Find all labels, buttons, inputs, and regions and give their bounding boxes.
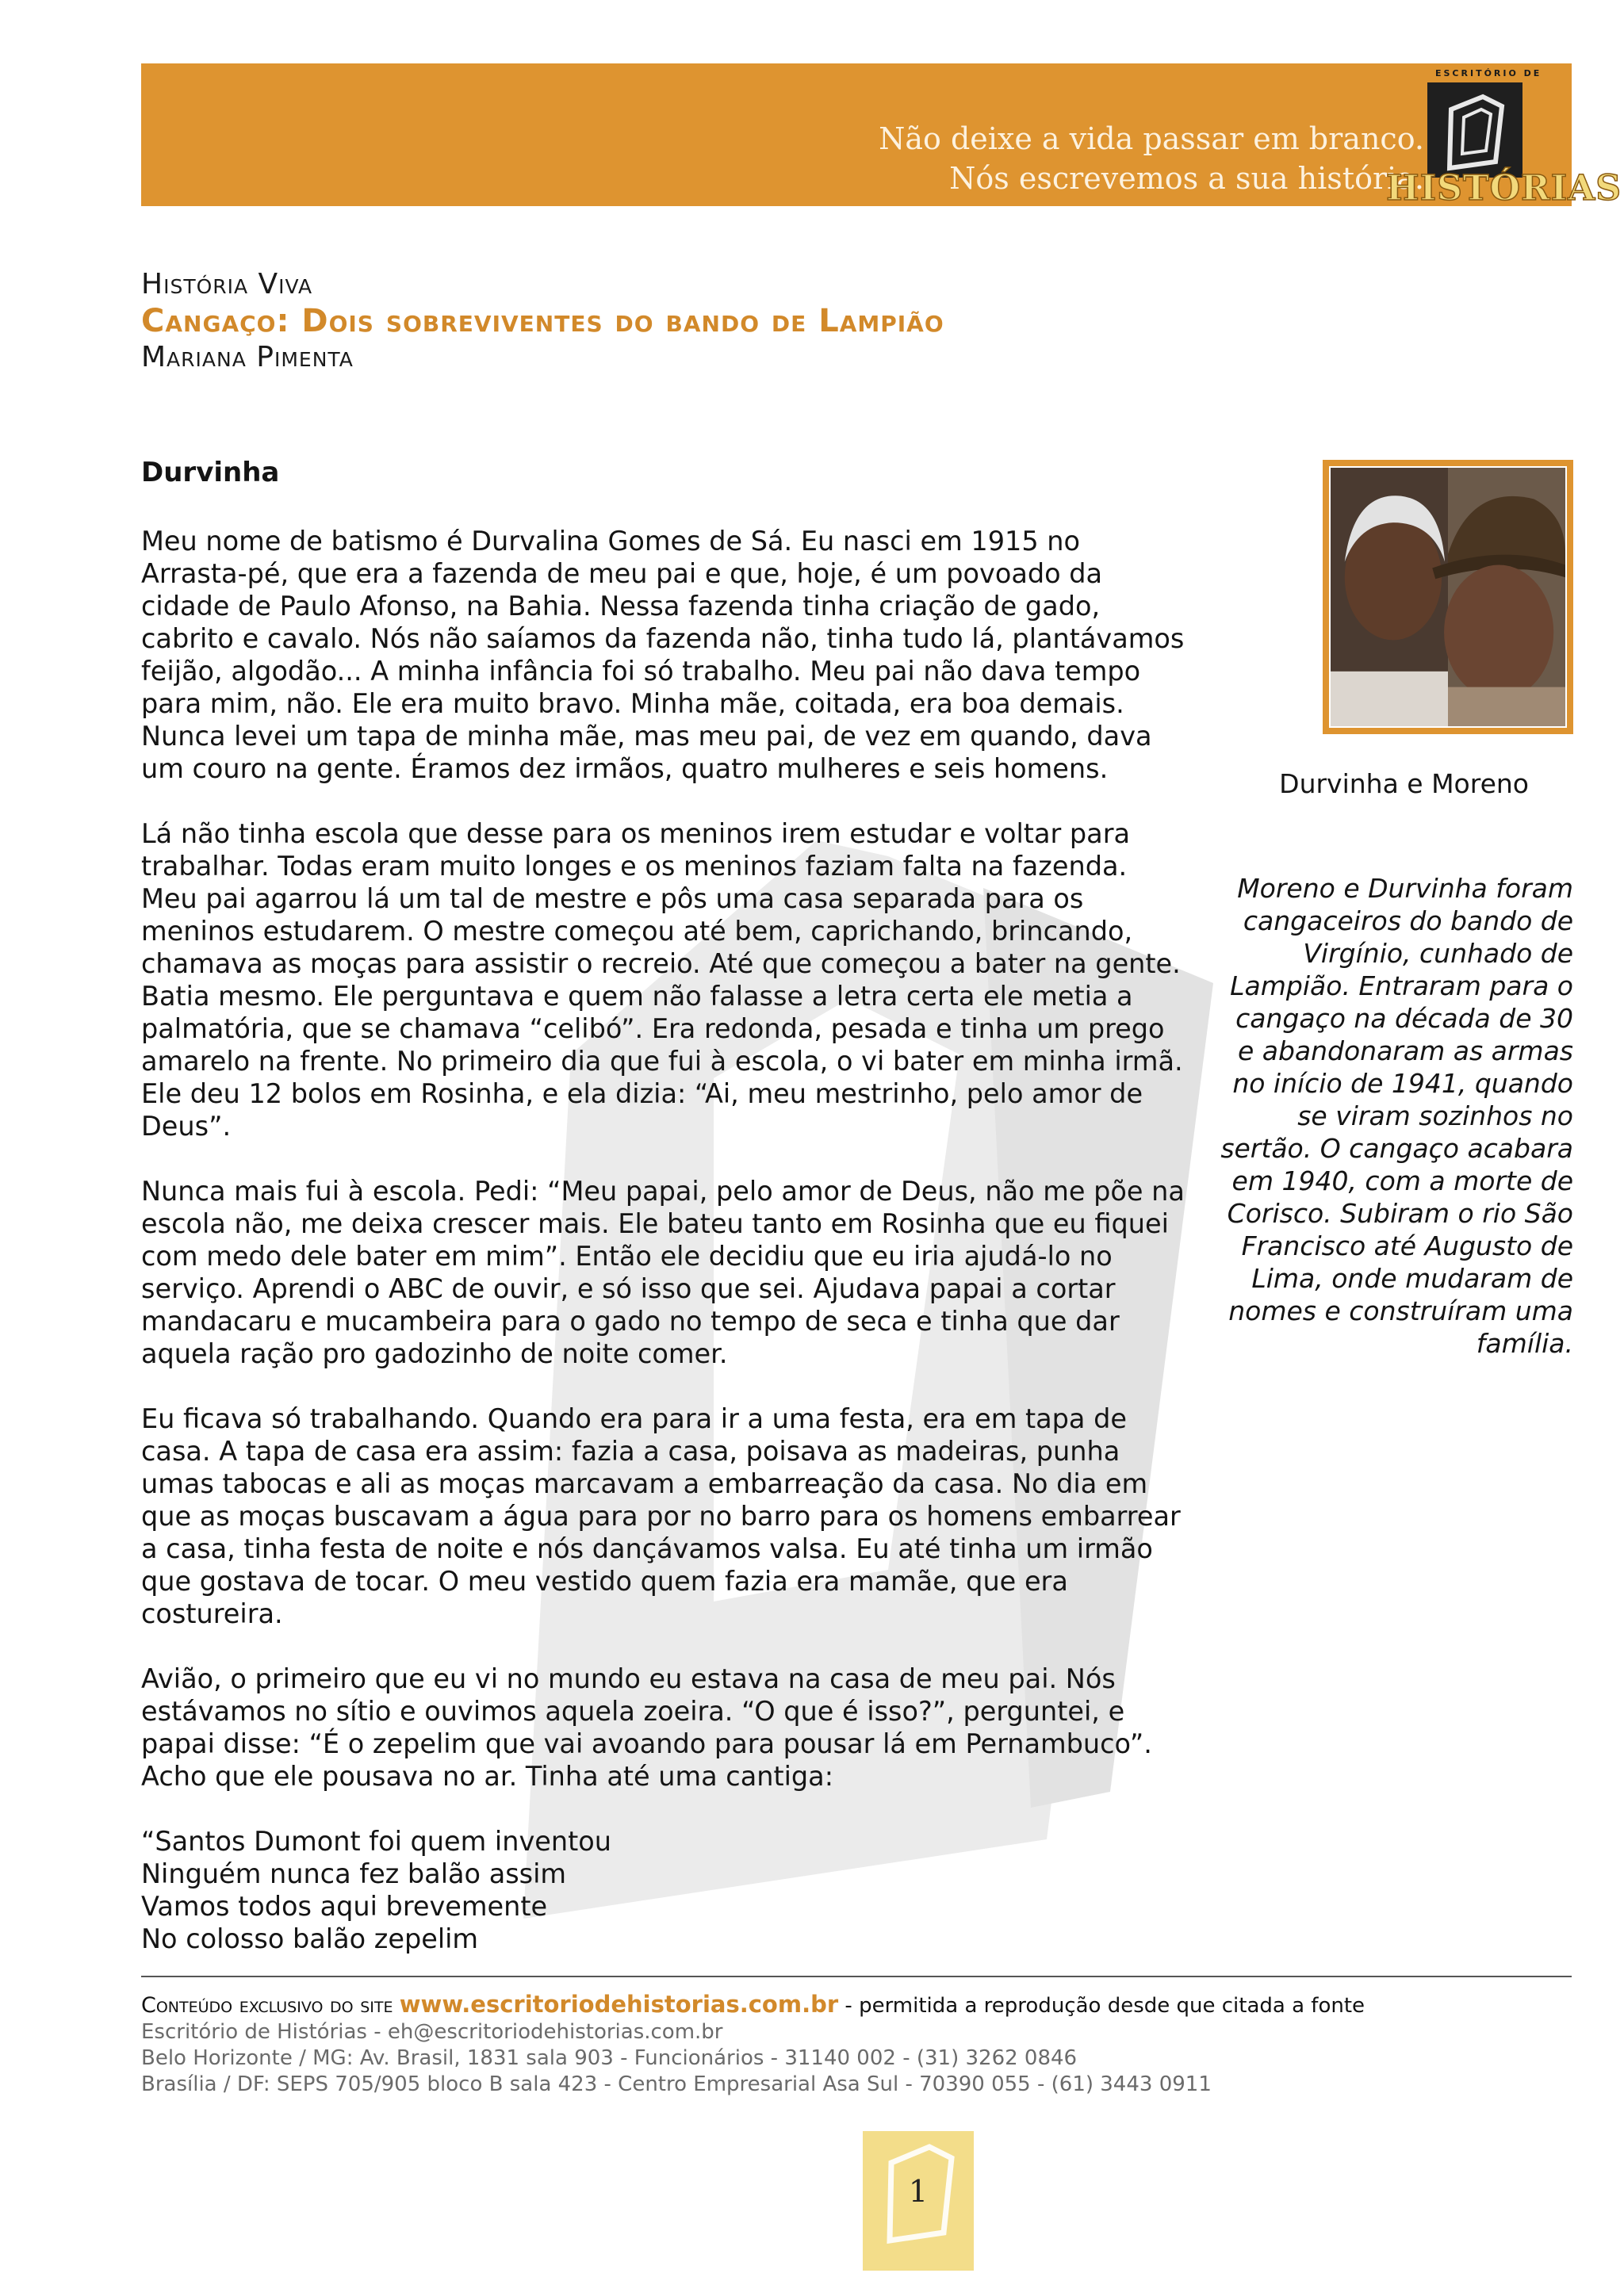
article-header bbox=[141, 266, 944, 376]
page-number-box bbox=[863, 2131, 974, 2271]
slogan-line-2: Nós escrevemos a sua história. bbox=[949, 161, 1424, 196]
banner-slogan bbox=[879, 119, 1424, 198]
footer-address-bh: Belo Horizonte / MG: Av. Brasil, 1831 sala 903 - Funcionários - 31140 002 - (31) 3262 0846 bbox=[141, 2046, 1078, 2070]
brand-logo bbox=[1380, 65, 1622, 209]
slogan-line-1: Não deixe a vida passar em branco. bbox=[879, 121, 1424, 156]
paragraph-2: Lá não tinha escola que desse para os meninos irem estudar e voltar para trabalhar. Todas eram muito longes e os meninos faziam falta na fazenda. Meu pai agarrou lá um tal de mestre e pôs uma casa separada para os meninos estudarem. O mestre começou até bem, caprichando, brincando, chamava as moças para assistir o recreio. Até que começou a bater na gente. Batia mesmo. Ele perguntava e quem não falasse a letra certa ele metia a palmatória, que se chamava “celibó”. Era redonda, pesada e tinha um prego amarelo na frente. No primeiro dia que fui à escola, o vi bater em minha irmã. Ele deu 12 bolos em Rosinha, e ela dizia: “Ai, meu mestrinho, pelo amor de Deus”. bbox=[141, 818, 1183, 1142]
footer-permission: - permitida a reprodução desde que citada a fonte bbox=[845, 1994, 1365, 2018]
footer-address-df: Brasília / DF: SEPS 705/905 bloco B sala 423 - Centro Empresarial Asa Sul - 70390 055 - (61) 3443 0911 bbox=[141, 2072, 1212, 2096]
sidebar-text: Moreno e Durvinha foram cangaceiros do bando de Virgínio, cunhado de Lampião. Entraram para o cangaço na década de 30 e abandonaram as armas no início de 1941, quando se viram sozinhos no sertão. O cangaço acabara em 1940, com a morte de Corisco. Subiram o rio São Francisco até Augusto de Lima, onde mudaram de nomes e construíram uma família. bbox=[1220, 873, 1573, 1359]
logo-mark-icon bbox=[1427, 82, 1522, 178]
article-title: Cangaço: Dois sobreviventes do bando de Lampião bbox=[141, 303, 944, 339]
photo-caption: Durvinha e Moreno bbox=[1279, 768, 1529, 799]
footer-contact: Escritório de Histórias - eh@escritoriodehistorias.com.br bbox=[141, 2020, 723, 2044]
footer-divider bbox=[141, 1976, 1572, 1977]
footer bbox=[141, 1992, 1365, 2098]
paragraph-5: Avião, o primeiro que eu vi no mundo eu estava na casa de meu pai. Nós estávamos no sítio e ouvimos aquela zoeira. “O que é isso?”, perguntei, e papai disse: “É o zepelim que vai avoando para pousar lá em Pernambuco”. Acho que ele pousava no ar. Tinha até uma cantiga: bbox=[141, 1663, 1152, 1792]
footer-site-link[interactable]: www.escritoriodehistorias.com.br bbox=[399, 1991, 839, 2018]
paragraph-1: Meu nome de batismo é Durvalina Gomes de Sá. Eu nasci em 1915 no Arrasta-pé, que era a fazenda de meu pai e que, hoje, é um povoado da cidade de Paulo Afonso, na Bahia. Nessa fazenda tinha criação de gado, cabrito e cavalo. Nós não saíamos da fazenda não, tinha tudo lá, plantávamos feijão, algodão... A minha infância foi só trabalho. Meu pai não dava tempo para mim, não. Ele era muito bravo. Minha mãe, coitada, era boa demais. Nunca levei um tapa de minha mãe, mas meu pai, de vez em quando, dava um couro na gente. Éramos dez irmãos, quatro mulheres e seis homens. bbox=[141, 526, 1185, 784]
footer-label: Conteúdo exclusivo do site bbox=[141, 1993, 393, 2018]
poem-line: Vamos todos aqui brevemente bbox=[141, 1891, 548, 1922]
poem-line: No colosso balão zepelim bbox=[141, 1923, 479, 1954]
logo-top-text: ESCRITÓRIO DE bbox=[1435, 68, 1542, 78]
article-heading: Durvinha bbox=[141, 457, 280, 488]
paragraph-4: Eu ficava só trabalhando. Quando era para ir a uma festa, era em tapa de casa. A tapa de casa era assim: fazia a casa, poisava as madeiras, punha umas tabocas e ali as moças marcavam a embarreação da casa. No dia em que as moças buscavam a água para por no barro para os homens embarrear a casa, tinha festa de noite e nós dançávamos valsa. Eu até tinha um irmão que gostava de tocar. O meu vestido quem fazia era mamãe, que era costureira. bbox=[141, 1403, 1181, 1629]
section-label: História Viva bbox=[141, 268, 313, 300]
couple-photo bbox=[1323, 460, 1573, 734]
page-number: 1 bbox=[908, 2174, 929, 2209]
footer-line-1 bbox=[141, 1992, 1365, 2019]
poem bbox=[141, 1825, 1188, 1955]
paragraph-3: Nunca mais fui à escola. Pedi: “Meu papai, pelo amor de Deus, não me põe na escola não, me deixa crescer mais. Ele bateu tanto em Rosinha que eu fiquei com medo dele bater em mim”. Então ele decidiu que eu iria ajudá-lo no serviço. Aprendi o ABC de ouvir, e só isso que sei. Ajudava papai a cortar mandacaru e mucambeira para o gado no tempo de seca e tinha que dar aquela ração pro gadozinho de noite comer. bbox=[141, 1176, 1185, 1369]
logo-wordmark: HISTÓRIAS bbox=[1386, 168, 1622, 209]
poem-line: “Santos Dumont foi quem inventou bbox=[141, 1826, 611, 1857]
article-body bbox=[141, 457, 1188, 1955]
article-author: Mariana Pimenta bbox=[141, 341, 354, 373]
poem-line: Ninguém nunca fez balão assim bbox=[141, 1858, 567, 1889]
